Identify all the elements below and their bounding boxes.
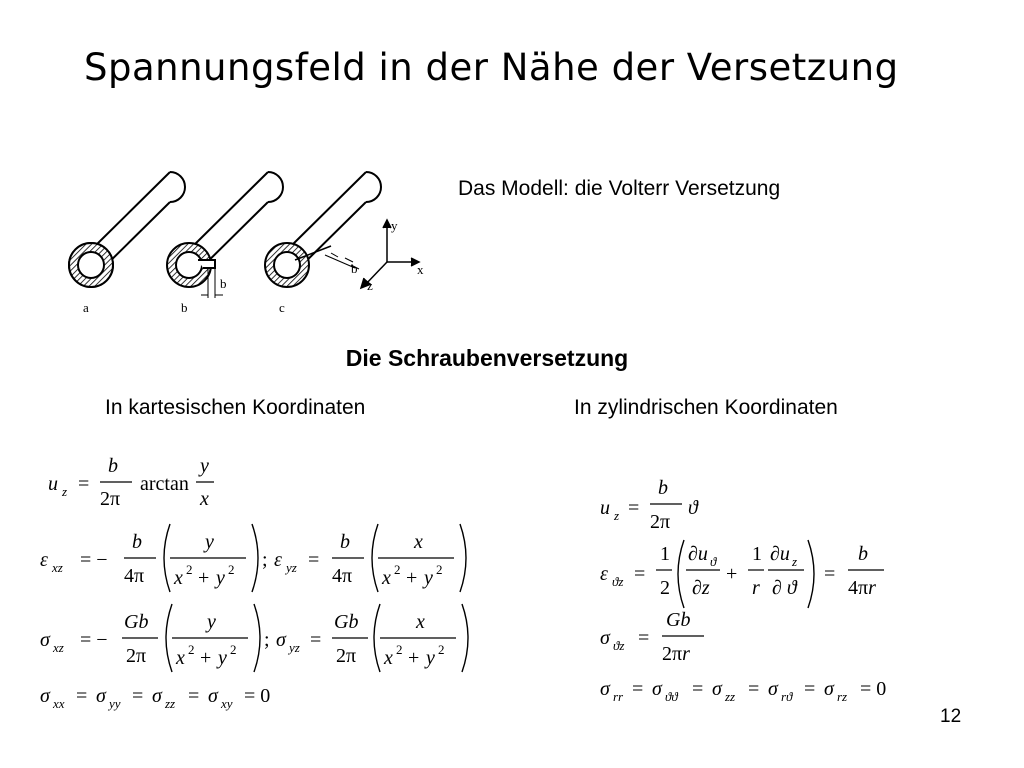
- svg-text:rz: rz: [837, 689, 848, 704]
- model-caption: Das Modell: die Volterr Versetzung: [458, 177, 781, 200]
- svg-text:=: =: [188, 685, 200, 707]
- svg-text:2π: 2π: [650, 511, 671, 533]
- svg-text:+: +: [406, 567, 418, 589]
- svg-text:r: r: [752, 577, 760, 599]
- svg-text:4π: 4π: [124, 565, 145, 587]
- svg-text:=: =: [310, 629, 322, 651]
- svg-text:xz: xz: [52, 560, 63, 575]
- svg-text:zz: zz: [165, 696, 176, 711]
- svg-text:;: ;: [264, 629, 270, 651]
- svg-text:y: y: [216, 567, 225, 589]
- svg-text:ϑ: ϑ: [710, 554, 717, 569]
- svg-text:=: =: [824, 563, 836, 585]
- svg-text:yz: yz: [289, 640, 300, 655]
- svg-text:=: =: [692, 678, 704, 700]
- svg-text:1: 1: [660, 543, 670, 565]
- svg-text:=: =: [632, 678, 644, 700]
- svg-text:σ: σ: [712, 678, 722, 700]
- svg-text:σ: σ: [824, 678, 834, 700]
- svg-text:+: +: [726, 563, 738, 585]
- svg-text:=: =: [638, 627, 650, 649]
- svg-text:x: x: [382, 567, 391, 589]
- svg-text:b: b: [858, 543, 868, 565]
- cartesian-heading: In kartesischen Koordinaten: [105, 396, 366, 419]
- svg-text:+: +: [200, 647, 212, 669]
- panel-label-c: c: [279, 300, 285, 315]
- svg-text:rr: rr: [613, 689, 624, 704]
- svg-text:y: y: [426, 647, 435, 669]
- svg-text:σ: σ: [600, 627, 610, 649]
- svg-text:ϑ: ϑ: [688, 497, 698, 519]
- svg-text:=: =: [628, 497, 640, 519]
- svg-text:xz: xz: [53, 640, 64, 655]
- axis-label-y: y: [391, 218, 398, 233]
- page-number: 12: [940, 706, 962, 727]
- equation-displacement-cylindrical: [600, 477, 699, 533]
- svg-text:σ: σ: [208, 685, 218, 707]
- svg-text:+: +: [408, 647, 420, 669]
- svg-text:2π: 2π: [100, 488, 121, 510]
- panel-label-a: a: [83, 300, 89, 315]
- svg-text:ϑϑ: ϑϑ: [665, 689, 678, 704]
- svg-text:2: 2: [436, 562, 443, 577]
- svg-text:2π: 2π: [336, 645, 357, 667]
- svg-text:2: 2: [228, 562, 235, 577]
- svg-text:σ: σ: [40, 685, 50, 707]
- svg-text:=: =: [748, 678, 760, 700]
- svg-text:ε: ε: [40, 549, 48, 571]
- svg-text:+: +: [198, 567, 210, 589]
- svg-text:2: 2: [186, 562, 193, 577]
- svg-text:yz: yz: [286, 560, 297, 575]
- burgers-label-b: b: [220, 276, 227, 291]
- svg-text:ϑz: ϑz: [612, 574, 624, 589]
- svg-text:= −: = −: [80, 629, 108, 651]
- svg-text:σ: σ: [96, 685, 106, 707]
- svg-text:x: x: [174, 567, 183, 589]
- svg-text:zz: zz: [725, 689, 736, 704]
- svg-text:ε: ε: [274, 549, 282, 571]
- svg-text:b: b: [108, 455, 118, 477]
- svg-text:b: b: [132, 531, 142, 553]
- svg-text:xy: xy: [221, 696, 233, 711]
- svg-text:2: 2: [188, 642, 195, 657]
- equation-strain-cylindrical: [600, 540, 884, 608]
- svg-text:yy: yy: [109, 696, 121, 711]
- svg-text:= −: = −: [80, 549, 108, 571]
- equation-zero-stress-cartesian: [40, 685, 270, 711]
- svg-text:=: =: [132, 685, 144, 707]
- svg-text:σ: σ: [40, 629, 50, 651]
- svg-text:= 0: = 0: [860, 678, 887, 700]
- svg-text:y: y: [218, 647, 227, 669]
- svg-text:x: x: [416, 611, 425, 633]
- svg-text:4πr: 4πr: [848, 577, 876, 599]
- equation-zero-stress-cylindrical: [600, 678, 886, 704]
- svg-text:σ: σ: [652, 678, 662, 700]
- svg-text:u: u: [48, 473, 58, 495]
- svg-text:;: ;: [262, 549, 268, 571]
- svg-text:2π: 2π: [126, 645, 147, 667]
- svg-text:b: b: [658, 477, 668, 499]
- svg-text:=: =: [76, 685, 88, 707]
- svg-text:Gb: Gb: [666, 609, 691, 631]
- svg-text:x: x: [384, 647, 393, 669]
- volterra-model-figure: [55, 150, 435, 320]
- svg-text:z: z: [62, 484, 68, 499]
- svg-text:∂u: ∂u: [688, 543, 708, 565]
- svg-text:4π: 4π: [332, 565, 353, 587]
- cartesian-equations: [40, 450, 490, 715]
- section-subtitle: Die Schraubenversetzung: [345, 345, 629, 371]
- equation-displacement-cartesian: [48, 455, 214, 510]
- svg-text:σ: σ: [276, 629, 286, 651]
- svg-text:σ: σ: [768, 678, 778, 700]
- svg-text:u: u: [600, 497, 610, 519]
- svg-text:σ: σ: [600, 678, 610, 700]
- svg-text:x: x: [414, 531, 423, 553]
- svg-text:2: 2: [394, 562, 401, 577]
- svg-text:2: 2: [438, 642, 445, 657]
- svg-text:ϑz: ϑz: [613, 638, 625, 653]
- burgers-label-c: b: [351, 261, 358, 276]
- svg-text:=: =: [804, 678, 816, 700]
- svg-text:∂ ϑ: ∂ ϑ: [772, 577, 797, 599]
- svg-text:2: 2: [230, 642, 237, 657]
- svg-text:∂z: ∂z: [692, 577, 710, 599]
- equation-strain-cartesian: [40, 524, 466, 592]
- cylindrical-equations: [596, 470, 936, 705]
- svg-text:y: y: [207, 611, 216, 633]
- slide-title: Spannungsfeld in der Nähe der Versetzung: [84, 46, 899, 89]
- axis-label-x: x: [417, 262, 424, 277]
- svg-text:σ: σ: [152, 685, 162, 707]
- svg-text:xx: xx: [53, 696, 65, 711]
- svg-text:z: z: [792, 554, 798, 569]
- svg-text:x: x: [200, 488, 209, 510]
- cylindrical-heading: In zylindrischen Koordinaten: [574, 396, 838, 419]
- svg-text:=: =: [634, 563, 646, 585]
- svg-text:y: y: [424, 567, 433, 589]
- svg-text:2πr: 2πr: [662, 643, 690, 665]
- svg-text:y: y: [200, 455, 209, 477]
- svg-text:=: =: [78, 473, 90, 495]
- svg-text:1: 1: [752, 543, 762, 565]
- panel-label-b: b: [181, 300, 188, 315]
- svg-text:Gb: Gb: [334, 611, 359, 633]
- svg-text:=: =: [308, 549, 320, 571]
- svg-text:x: x: [176, 647, 185, 669]
- svg-text:2: 2: [396, 642, 403, 657]
- svg-text:∂u: ∂u: [770, 543, 790, 565]
- svg-text:y: y: [205, 531, 214, 553]
- svg-text:2: 2: [660, 577, 670, 599]
- svg-text:Gb: Gb: [124, 611, 149, 633]
- equation-stress-cylindrical: [600, 609, 704, 665]
- svg-text:ε: ε: [600, 563, 608, 585]
- axis-label-z: z: [367, 278, 373, 293]
- svg-text:= 0: = 0: [244, 685, 271, 707]
- svg-text:arctan: arctan: [140, 473, 189, 495]
- equation-stress-cartesian: [40, 604, 468, 672]
- svg-text:b: b: [340, 531, 350, 553]
- svg-text:z: z: [614, 508, 620, 523]
- svg-text:rϑ: rϑ: [781, 689, 793, 704]
